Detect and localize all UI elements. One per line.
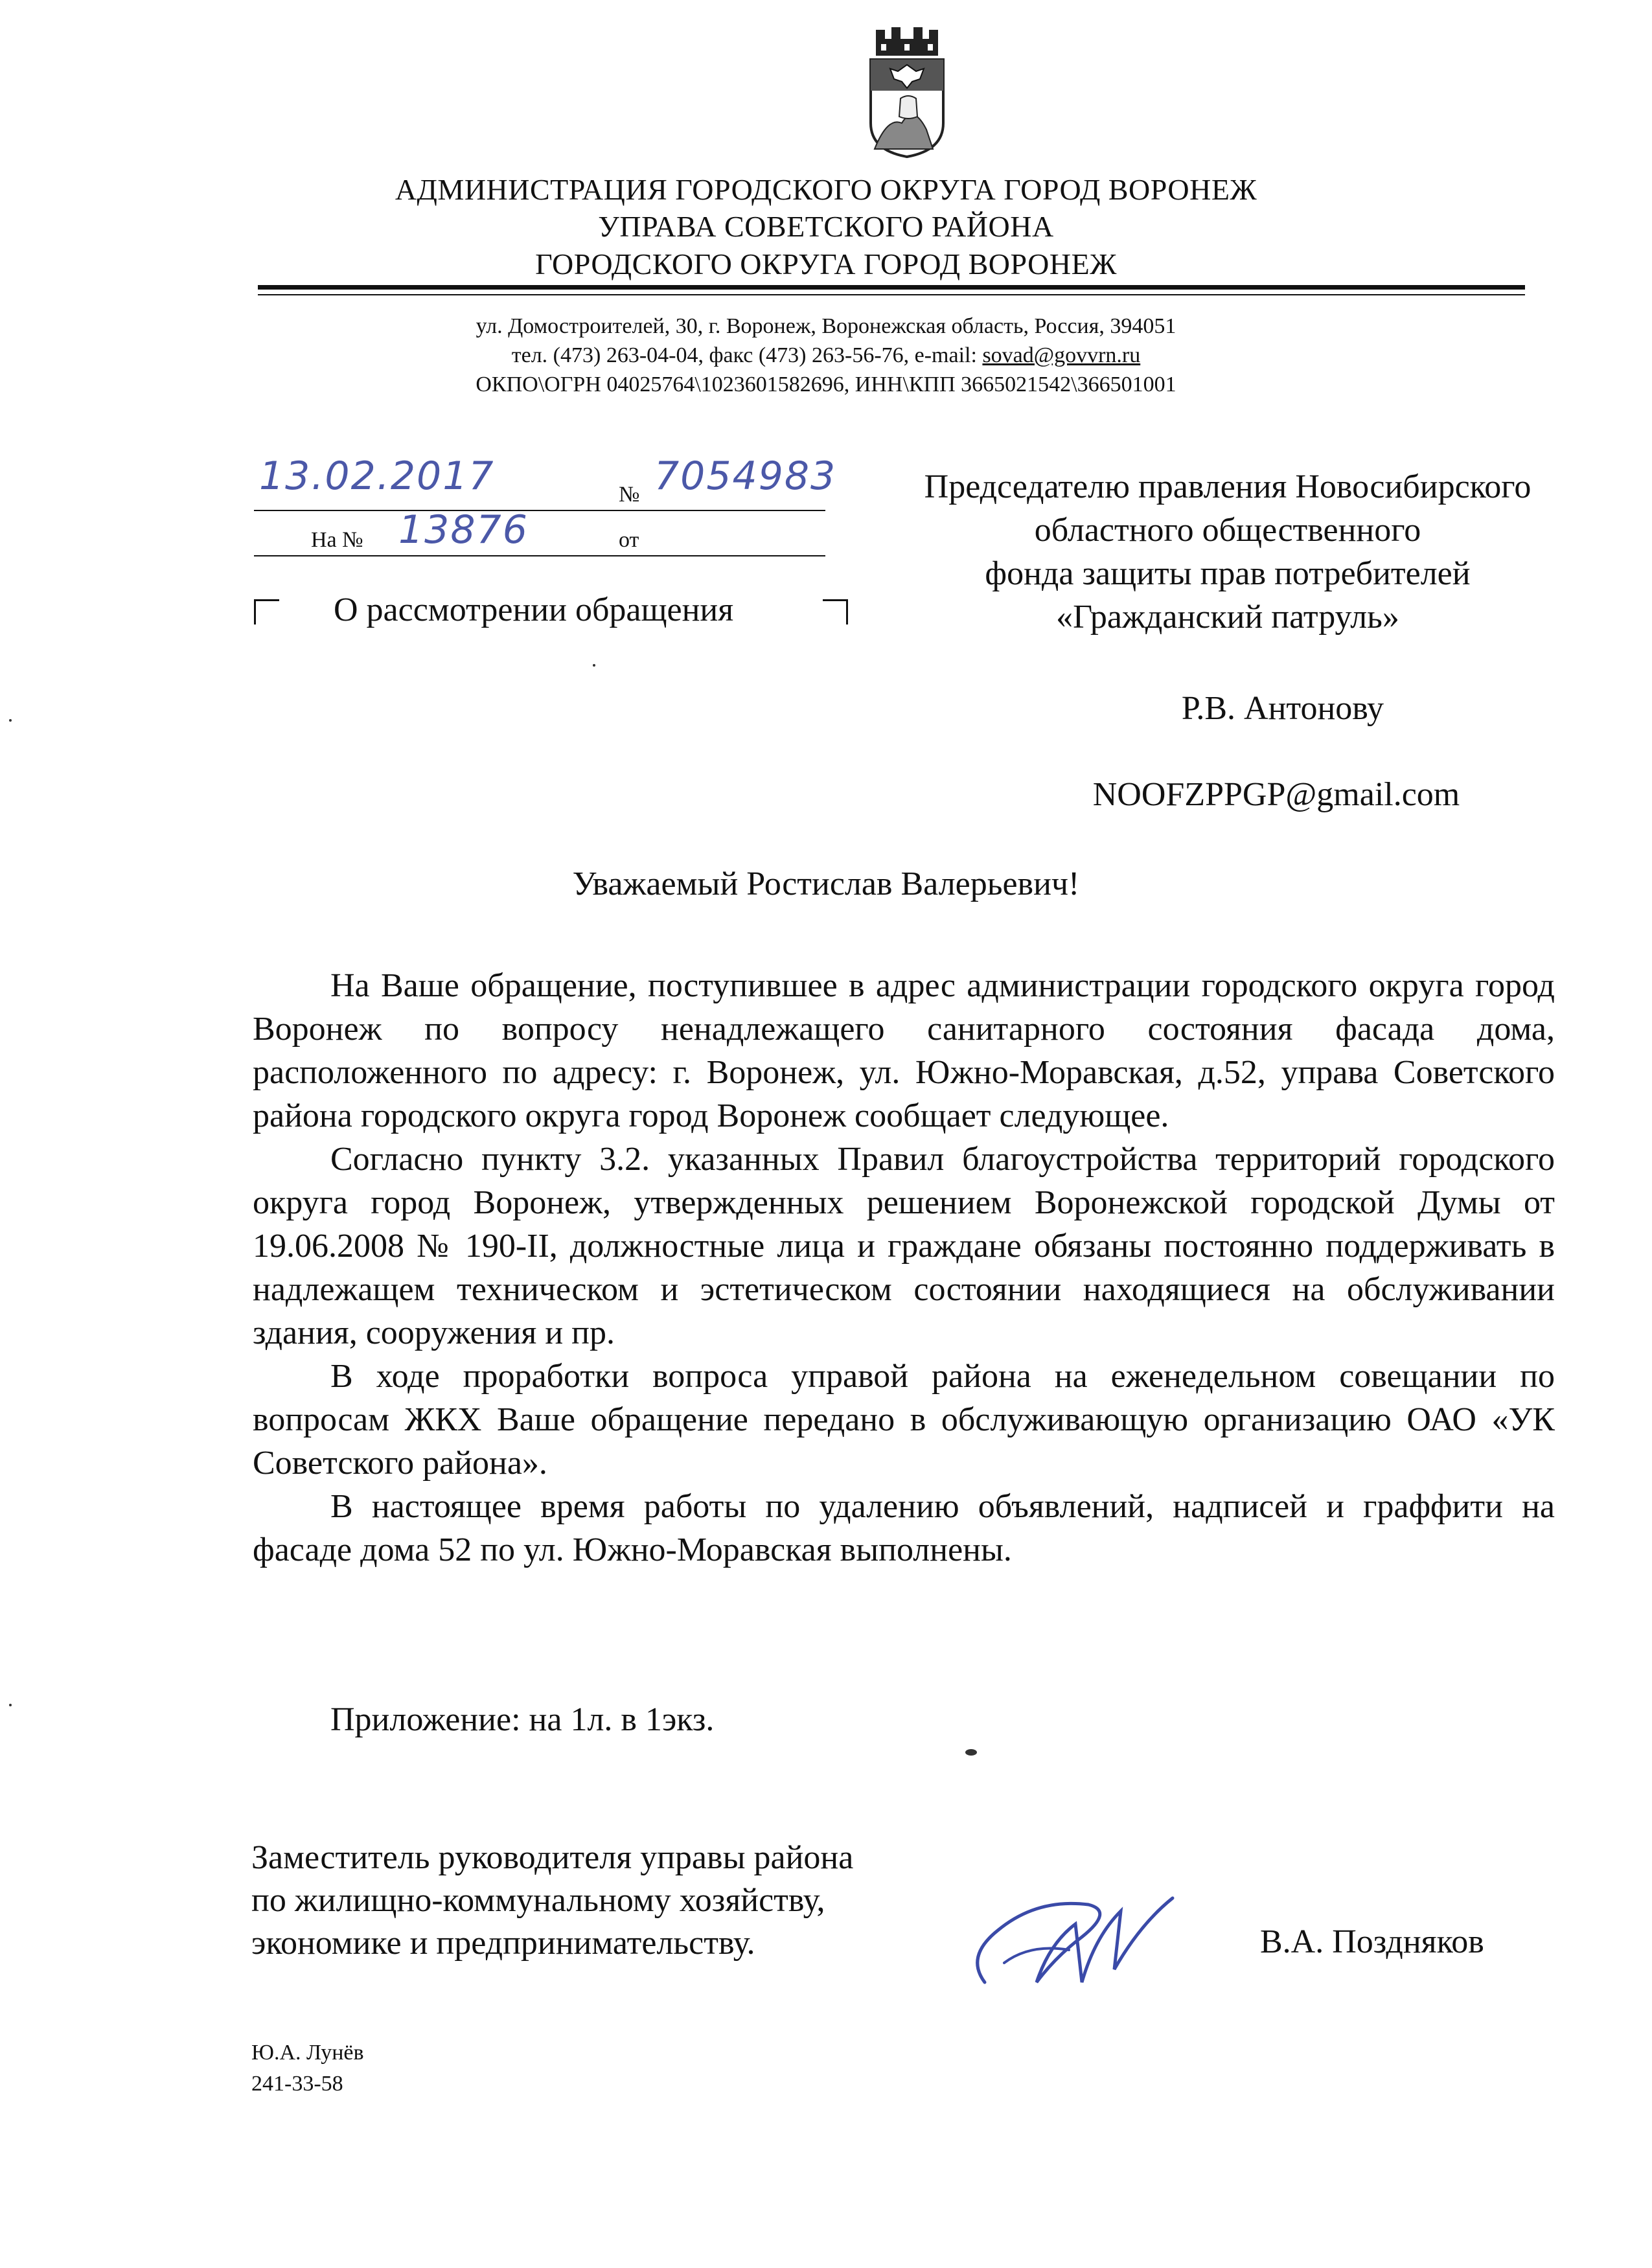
attachment-note: Приложение: на 1л. в 1экз. [330,1701,715,1738]
addressee-line1: Председателю правления Новосибирского [924,468,1532,505]
org-email-link[interactable]: sovad@govvrn.ru [982,343,1141,367]
addressee-line3: фонда защиты прав потребителей [985,555,1471,592]
body-paragraph-2: Согласно пункту 3.2. указанных Правил благоустройства территорий городского округа город Воронеж, утвержденных решением Воронежской городской Думы от 19.06.2008 № 190-II, должностные лица и граждане обязаны постоянно поддерживать в надлежащем техническом и эстетическом состоянии находящиеся на обслуживании здания, сооружения и пр. [253,1141,1555,1351]
executor-info [251,2037,364,2100]
org-name-line1: АДМИНИСТРАЦИЯ ГОРОДСКОГО ОКРУГА ГОРОД ВОРОНЕЖ [395,173,1257,206]
letter-body [253,964,1555,1572]
registration-number-label: № [619,483,640,507]
header-divider-thick [258,285,1525,290]
subject-line: О рассмотрении обращения [334,591,734,628]
org-name-line3: ГОРОДСКОГО ОКРУГА ГОРОД ВОРОНЕЖ [535,247,1117,281]
handwritten-signature-icon [959,1885,1192,2002]
scan-speck [965,1749,977,1756]
reference-number: 13876 [398,507,529,553]
scan-speck [593,664,595,667]
header-divider-thin [258,294,1525,295]
org-phones [0,341,1652,370]
scan-speck [9,719,12,722]
executor-name: Ю.А. Лунёв [251,2041,364,2065]
subject-bracket-left [254,599,279,624]
signatory-title-line3: экономике и предпринимательству. [251,1925,755,1962]
subject-bracket-right [823,599,848,624]
reference-from-label: от [619,528,639,552]
addressee-name: Р.В. Антонову [1181,690,1384,727]
registration-number: 7054983 [654,453,837,499]
org-codes: ОКПО\ОГРН 04025764\1023601582696, ИНН\КПП 3665021542\366501001 [476,372,1176,396]
addressee-line4: «Гражданский патруль» [1056,599,1399,636]
body-paragraph-1: На Ваше обращение, поступившее в адрес администрации городского округа город Воронеж по вопросу ненадлежащего санитарного состояния фасада дома, расположенного по адресу: г. Воронеж, ул. Южно-Моравская, д.52, управа Советского района городского округа город Воронеж сообщает следующее. [253,967,1555,1134]
coat-of-arms-icon [862,26,952,159]
registration-line-2 [254,555,825,556]
addressee-email: NOOFZPPGP@gmail.com [1092,776,1460,813]
org-phone-text: тел. (473) 263-04-04, факс (473) 263-56-76, e-mail: [511,343,983,367]
body-paragraph-4: В настоящее время работы по удалению объявлений, надписей и граффити на фасаде дома 52 по ул. Южно-Моравская выполнены. [253,1488,1555,1568]
registration-line-1 [254,510,825,511]
signatory-title-line2: по жилищно-коммунальному хозяйству, [251,1882,825,1919]
org-name-line2: УПРАВА СОВЕТСКОГО РАЙОНА [598,210,1054,243]
executor-phone: 241-33-58 [251,2072,343,2096]
reference-label: На № [311,528,363,552]
body-paragraph-3: В ходе проработки вопроса управой района на еженедельном совещании по вопросам ЖКХ Ваше обращение передано в обслуживающую организацию ОАО «УК Советского района». [253,1358,1555,1482]
addressee-line2: областного общественного [1034,512,1421,549]
signatory-title [251,1837,853,1965]
registration-date: 13.02.2017 [259,453,495,499]
scan-speck [9,1704,12,1706]
signatory-name: В.А. Поздняков [1260,1923,1484,1960]
signatory-title-line1: Заместитель руководителя управы района [251,1839,854,1876]
org-address: ул. Домостроителей, 30, г. Воронеж, Воронежская область, Россия, 394051 [476,314,1176,338]
greeting: Уважаемый Ростислав Валерьевич! [572,865,1080,902]
